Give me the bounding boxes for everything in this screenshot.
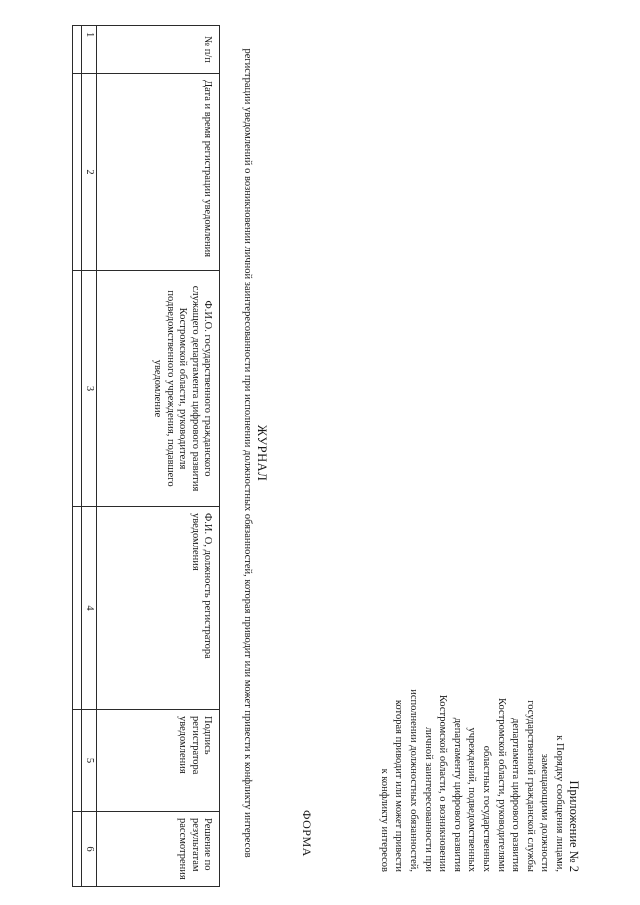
column-header-signature: Подпись регистратора уведомления (97, 710, 220, 812)
appendix-line: Костромской области, о возникновении (437, 694, 449, 872)
column-number-cell: 3 (81, 271, 96, 507)
appendix-line: департаменту цифрового развития (451, 717, 463, 872)
table-cell (72, 710, 81, 812)
appendix-line: личной заинтересованности при (422, 727, 434, 872)
form-label: ФОРМА (300, 810, 314, 857)
appendix-line: которая приводит или может привести (393, 699, 405, 872)
appendix-line: департамента цифрового развития (510, 718, 522, 872)
appendix-line: к Порядку сообщения лицами, (554, 735, 565, 872)
appendix-title: Приложение № 2 (567, 780, 581, 872)
column-number-cell: 1 (81, 26, 96, 74)
appendix-line: исполнении должностных обязанностей, (408, 689, 420, 872)
journal-subtitle: регистрации уведомлений о возникновении личной заинтересованности при исполнении должностных обязанностей, которая приводит или может привести к конфликту интересов (242, 48, 253, 858)
column-number-cell: 5 (81, 710, 96, 812)
table-row (72, 26, 81, 887)
column-number-cell: 6 (81, 812, 96, 887)
column-number-cell: 2 (81, 74, 96, 271)
column-header-employee: Ф.И.О. государственного гражданского служащего департамента цифрового развития Костромской области, руководителя подведомственного учреждения, подавшего уведомление (97, 271, 220, 507)
table-cell (72, 271, 81, 507)
appendix-line: государственной гражданской службы (524, 700, 536, 872)
journal-heading (240, 30, 270, 876)
journal-title: ЖУРНАЛ (255, 424, 269, 482)
column-header-number: № п/п (97, 26, 220, 74)
column-header-decision: Решение по результатам рассмотрения (97, 812, 220, 887)
table-cell (72, 507, 81, 710)
column-header-registrar: Ф.И. О, должность регистратора уведомления (97, 507, 220, 710)
table-header-row (97, 26, 220, 887)
journal-table (72, 25, 220, 887)
column-number-cell: 4 (81, 507, 96, 710)
appendix-line: к конфликту интересов (378, 768, 390, 872)
appendix-line: областных государственных (481, 745, 493, 872)
table-cell (72, 26, 81, 74)
appendix-line: замещающими должности (539, 753, 551, 872)
appendix-block (376, 650, 582, 872)
table-numbering-row (81, 26, 96, 887)
column-header-date: Дата и время регистрации уведомления (97, 74, 220, 271)
table-cell (72, 812, 81, 887)
appendix-line: учреждений, подведомственных (466, 727, 478, 872)
table-cell (72, 74, 81, 271)
appendix-line: Костромской области, руководителями (495, 698, 507, 872)
